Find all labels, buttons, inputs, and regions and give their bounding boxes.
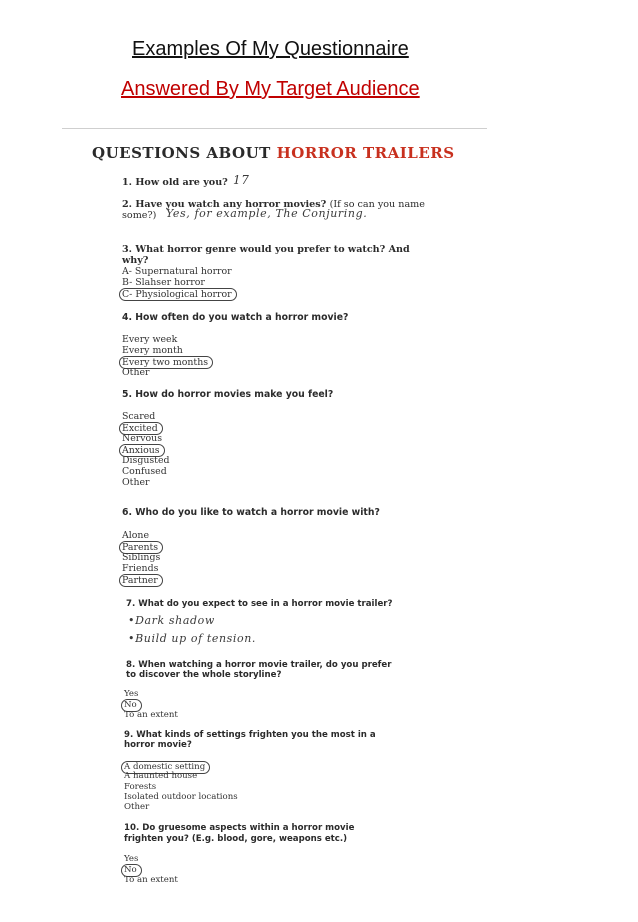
q6-option-5-selected: Partner: [119, 574, 163, 587]
q10-option-2-selected: No: [121, 864, 142, 877]
question-6: 6. Who do you like to watch a horror movie with?: [122, 507, 380, 518]
q3-option-b: B- Slahser horror: [122, 277, 205, 288]
q10-option-1: Yes: [124, 854, 139, 864]
answer-2: Yes, for example, The Conjuring.: [166, 207, 368, 220]
question-10-line-2: frighten you? (E.g. blood, gore, weapons etc.): [124, 834, 348, 844]
question-2-line-2: some?): [122, 210, 157, 221]
q4-option-1: Every week: [122, 334, 178, 345]
q5-option-7: Other: [122, 477, 150, 488]
question-4: 4. How often do you watch a horror movie?: [122, 312, 349, 323]
question-10-line-1: 10. Do gruesome aspects within a horror movie: [124, 823, 355, 833]
question-9-line-1: 9. What kinds of settings frighten you the most in a: [124, 730, 376, 740]
q10-option-3: To an extent: [124, 875, 178, 885]
q8-option-3: To an extent: [124, 710, 178, 720]
question-7: 7. What do you expect to see in a horror movie trailer?: [126, 599, 393, 609]
answer-1: 17: [233, 173, 250, 187]
question-2-bold: 2. Have you watch any horror movies?: [122, 199, 327, 210]
heading-dark: QUESTIONS ABOUT: [92, 144, 271, 162]
question-5: 5. How do horror movies make you feel?: [122, 389, 334, 400]
q6-option-3: Siblings: [122, 552, 161, 563]
q9-option-1-selected: A domestic setting: [121, 761, 210, 774]
q9-option-4: Isolated outdoor locations: [124, 792, 238, 802]
questionnaire-heading: [92, 144, 455, 162]
q8-option-2-selected: No: [121, 699, 142, 712]
q9-option-2: A haunted house: [124, 771, 198, 781]
page-subtitle: Answered By My Target Audience: [121, 78, 420, 100]
q8-option-1: Yes: [124, 689, 139, 699]
q5-option-6: Confused: [122, 466, 167, 477]
q9-option-5: Other: [124, 802, 150, 812]
q4-option-4: Other: [122, 367, 150, 378]
question-3-line-1: 3. What horror genre would you prefer to watch? And: [122, 244, 410, 255]
q6-option-1: Alone: [122, 530, 149, 541]
question-8-line-1: 8. When watching a horror movie trailer, do you prefer: [126, 660, 392, 670]
q5-option-1: Scared: [122, 411, 156, 422]
question-9-line-2: horror movie?: [124, 740, 192, 750]
heading-red: HORROR TRAILERS: [276, 144, 455, 162]
q6-option-4: Friends: [122, 563, 159, 574]
q5-option-2-selected: Excited: [119, 422, 163, 435]
page-title: Examples Of My Questionnaire: [132, 38, 409, 60]
q6-option-2-selected: Parents: [119, 541, 163, 554]
question-2-rest: (If so can you name: [329, 199, 425, 210]
q4-option-2: Every month: [122, 345, 183, 356]
q3-option-c-selected: C- Physiological horror: [119, 288, 237, 301]
q5-option-4-selected: Anxious: [119, 444, 165, 457]
q9-option-3: Forests: [124, 782, 157, 792]
question-1: 1. How old are you?: [122, 177, 228, 188]
q4-option-3-selected: Every two months: [119, 356, 213, 369]
q3-option-a: A- Supernatural horror: [122, 266, 232, 277]
q5-option-3: Nervous: [122, 433, 163, 444]
answer-7-1: •Dark shadow: [128, 614, 215, 627]
question-8-line-2: to discover the whole storyline?: [126, 670, 282, 680]
q5-option-5: Disgusted: [122, 455, 170, 466]
answer-7-2: •Build up of tension.: [128, 632, 257, 645]
question-3-line-2: why?: [122, 255, 149, 266]
